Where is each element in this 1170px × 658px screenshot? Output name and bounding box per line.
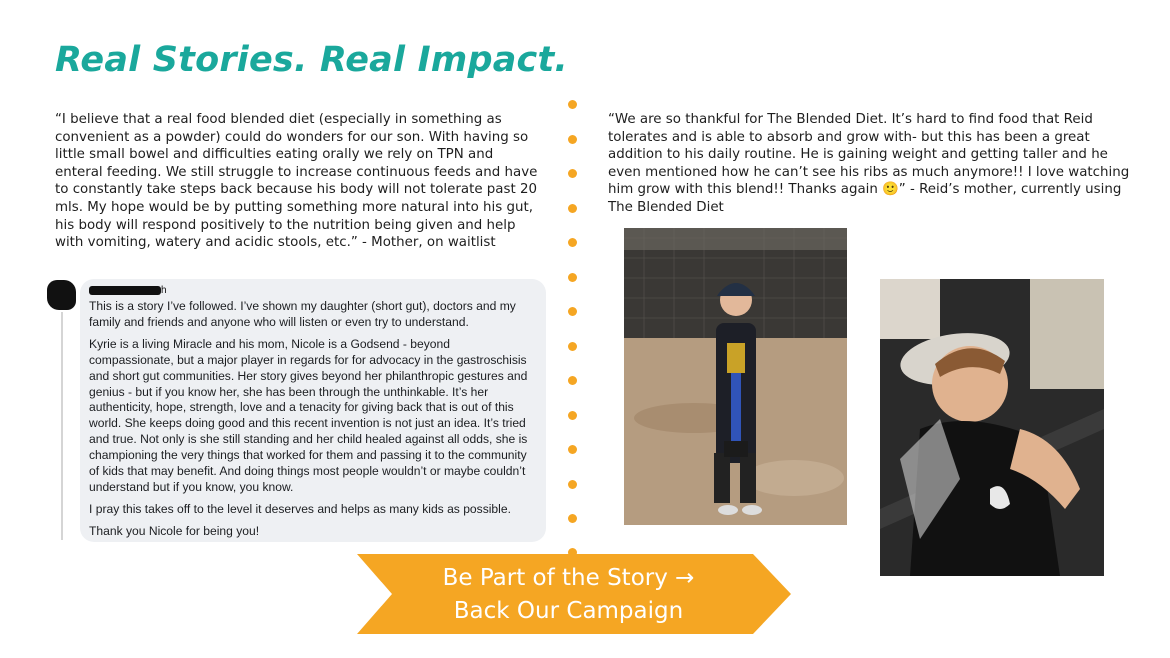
testimonial-right: “We are so thankful for The Blended Diet. It’s hard to find food that Reid tolerates and is able to absorb and grow with- but this has been a great addition to his daily routine. He is gaining weight and getting taller and he even mentioned how he can’t see his ribs as much anymore!! I love watching him grow with this blend!! Thanks again 🙂” - Reid’s mother, currently using The Blended Diet bbox=[608, 112, 1130, 215]
divider-dot bbox=[568, 238, 577, 247]
divider-dot bbox=[568, 135, 577, 144]
divider-dot bbox=[568, 376, 577, 385]
photo-boy-in-car bbox=[880, 279, 1104, 576]
divider-dot bbox=[568, 445, 577, 454]
facebook-comment bbox=[80, 279, 546, 542]
divider-dot bbox=[568, 307, 577, 316]
divider-dot bbox=[568, 514, 577, 523]
comment-paragraph: This is a story I’ve followed. I’ve shown my daughter (short gut), doctors and my family and friends and anyone who will listen or even try to understand. bbox=[89, 299, 516, 329]
divider-dot bbox=[568, 411, 577, 420]
divider-dot bbox=[568, 169, 577, 178]
cta-line-2: Back Our Campaign bbox=[453, 598, 684, 624]
comment-thread-line bbox=[61, 312, 63, 540]
comment-paragraph: Kyrie is a living Miracle and his mom, Nicole is a Godsend - beyond compassionate, but a major player in regards for for advocacy in the gastroschisis and short gut communities. Her story gives beyond her philanthropic gestures and genius - but if you know her, she has been through the unthinkable. It’s her authenticity, hope, strength, love and a tenacity for giving back that is out of this world. She keeps doing good and this recent invention is not just an idea. It’s tried and true. Not only is she still standing and her child healed against all odds, she is championing the very things that worked for them and passing it to the community of kids that may benefit. And doing things most people wouldn’t or maybe couldn’t understand but if you know, you know. bbox=[89, 336, 528, 494]
divider-dot bbox=[568, 100, 577, 109]
page-title: Real Stories. Real Impact. bbox=[55, 40, 568, 80]
divider-dot bbox=[568, 204, 577, 213]
comment-paragraph: I pray this takes off to the level it deserves and helps as many kids as possible. bbox=[89, 501, 511, 516]
photo-boy-with-trophy bbox=[624, 228, 847, 525]
dotted-divider bbox=[568, 100, 578, 560]
cta-line-1: Be Part of the Story → bbox=[442, 565, 695, 591]
back-our-campaign-button[interactable] bbox=[357, 554, 791, 634]
testimonial-left: “I believe that a real food blended diet (especially in something as convenient as a powder) could do wonders for our son. With having so little small bowel and difficulties eating orally we rely on TPN and enteral feeding. We still struggle to increase continuous feeds and have to constantly take steps back because his body will not tolerate past 20 mls. My hope would be by putting something more natural into his gut, his body will respond positively to the nutrition being given and help with vomiting, watery and acidic stools, etc.” - Mother, on waitlist bbox=[55, 112, 538, 251]
comment-paragraph: Thank you Nicole for being you! bbox=[89, 523, 260, 538]
divider-dot bbox=[568, 480, 577, 489]
cta-label bbox=[357, 562, 780, 628]
divider-dot bbox=[568, 342, 577, 351]
avatar bbox=[47, 280, 76, 310]
redacted-commenter-name: h bbox=[89, 286, 161, 295]
divider-dot bbox=[568, 273, 577, 282]
